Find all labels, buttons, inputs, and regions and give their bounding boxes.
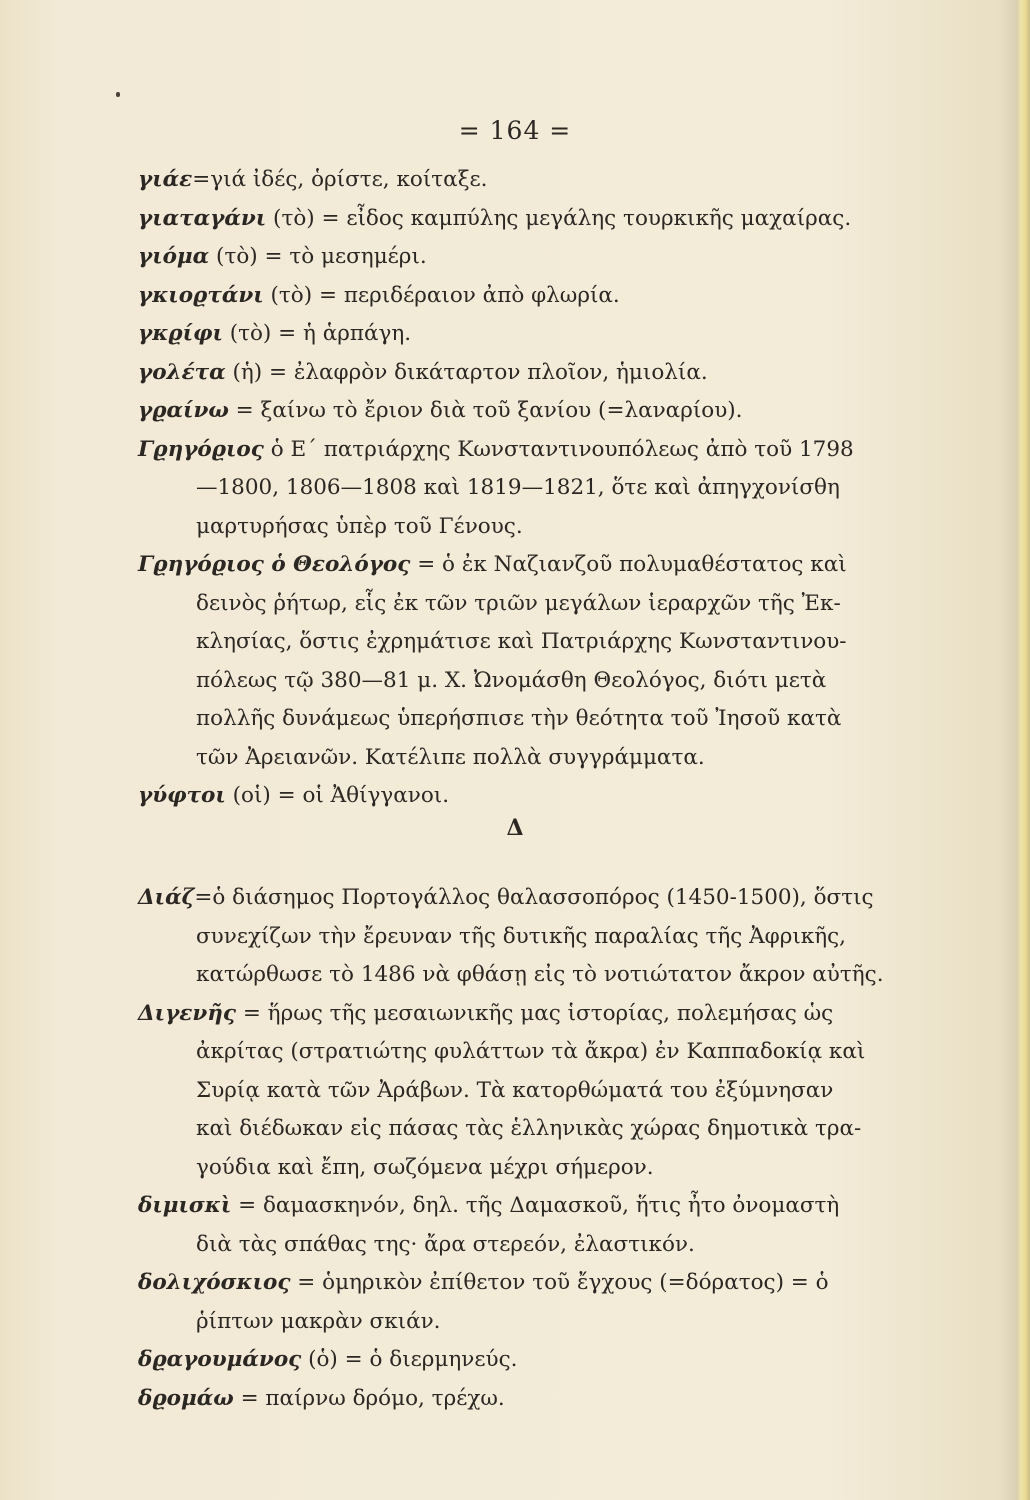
entry-headword: δολιχόσκιος [138,1270,291,1295]
entry-text: =ὁ διάσημος Πορτογάλλος θαλασσοπόρος (1450-1500), ὅστις [194,885,874,910]
entry-headword: γύφτοι [138,783,226,808]
dictionary-line [138,918,928,957]
entry-text: (τὸ) = περιδέραιον ἀπὸ φλωρία. [263,282,620,308]
dictionary-line [138,585,928,624]
entry-text: = ὁμηρικὸν ἐπίθετον τοῦ ἔγχους (=δόρατος) = ὁ [290,1270,829,1295]
entry-text: τῶν Ἀρειανῶν. Κατέλιπε πολλὰ συγγράμματα. [196,744,705,770]
entries-g-section [138,161,928,816]
entry-text: ὁ Ε΄ πατριάρχης Κωνσταντινουπόλεως ἀπὸ τοῦ 1798 [263,436,854,462]
dictionary-line [138,277,928,316]
entry-text: = ἥρως τῆς μεσαιωνικῆς μας ἱστορίας, πολεμήσας ὡς [236,1000,834,1026]
dictionary-line [138,662,928,701]
entry-headword: γολέτα [138,359,226,385]
dictionary-line [138,1264,928,1303]
entry-text: δεινὸς ῥήτωρ, εἷς ἐκ τῶν τριῶν μεγάλων ἱεραρχῶν τῆς Ἐκ- [196,590,841,616]
dictionary-line [138,1187,928,1226]
entry-text: = δαμασκηνόν, δηλ. τῆς Δαμασκοῦ, ἥτις ἦτο ὀνομαστὴ [231,1193,840,1218]
dictionary-line [138,431,928,470]
entry-text: Συρίᾳ κατὰ τῶν Ἀράβων. Τὰ κατορθώματά του ἐξύμνησαν [196,1077,834,1103]
dictionary-line [138,392,928,431]
dictionary-line [138,238,928,277]
entry-headword: γϱαίνω [138,398,229,423]
dictionary-line [138,508,928,547]
dictionary-line [138,995,928,1034]
entry-text: (οἱ) = οἱ Ἀθίγγανοι. [225,783,450,808]
page-edge [1016,0,1030,1500]
entry-headword: Διάζ [138,885,195,910]
dictionary-line [138,161,928,200]
entry-headword: γκιοϱτάνι [138,282,264,308]
dictionary-line [138,1303,928,1342]
entry-text: =γιά ἰδές, ὁρίστε, κοίταξε. [192,167,488,192]
entry-headword: δϱαγουμάνος [138,1347,302,1372]
entry-text: κατώρθωσε τὸ 1486 νὰ φθάσῃ εἰς τὸ νοτιώτατον ἄκρον αὐτῆς. [196,962,884,987]
entry-text: (ἡ) = ἐλαφρὸν δικάταρτον πλοῖον, ἡμιολία. [225,359,708,385]
entry-text: = παίρνω δρόμο, τρέχω. [233,1385,505,1411]
entry-text: (τὸ) = εἶδος καμπύλης μεγάλης τουρκικῆς μαχαίρας. [266,205,852,231]
letter-heading: Δ [506,815,524,841]
entry-text: κλησίας, ὅστις ἐχρημάτισε καὶ Πατριάρχης Κωνσταντινου- [196,629,847,654]
entry-text: ῥίπτων μακρὰν σκιάν. [196,1308,441,1334]
entry-headword: γιόμα [138,244,210,269]
entry-text: = ὁ ἐκ Ναζιανζοῦ πολυμαθέστατος καὶ [410,552,847,577]
entry-headword: γιάε [138,167,193,192]
entry-text: (τὸ) = τὸ μεσημέρι. [209,244,427,269]
dictionary-line [138,623,928,662]
dictionary-line [138,1226,928,1265]
dictionary-line [138,700,928,739]
dictionary-line [138,1380,928,1419]
dictionary-line [138,879,928,918]
entries-d-section [138,879,928,1418]
ink-mark [116,92,120,97]
page-number: = 164 = [458,116,572,145]
entry-headword: γιαταγάνι [138,205,267,231]
dictionary-line [138,1072,928,1111]
entry-text: γούδια καὶ ἔπη, σωζόμενα μέχρι σήμερον. [196,1154,654,1180]
dictionary-line [138,1033,928,1072]
dictionary-line [138,1110,928,1149]
entry-headword: Γϱηγόϱιος [138,436,264,462]
entry-headword: γκϱίφι [138,321,223,346]
dictionary-line [138,739,928,778]
dictionary-line [138,1341,928,1380]
dictionary-line [138,469,928,508]
entry-headword: δϱομάω [138,1385,234,1411]
entry-text: πόλεως τῷ 380—81 μ. Χ. Ὠνομάσθη Θεολόγος, διότι μετὰ [196,667,827,693]
entry-headword: Γϱηγόϱιος ὁ Θεολόγος [138,552,411,577]
entry-text: μαρτυρήσας ὑπὲρ τοῦ Γένους. [196,513,523,539]
entry-headword: διμισκὶ [138,1193,232,1218]
dictionary-line [138,354,928,393]
entry-text: —1800, 1806—1808 καὶ 1819—1821, ὅτε καὶ ἀπηγχονίσθη [196,475,840,500]
entry-text: συνεχίζων τὴν ἔρευναν τῆς δυτικῆς παραλίας τῆς Ἀφρικῆς, [196,923,846,949]
entry-text: = ξαίνω τὸ ἔριον διὰ τοῦ ξανίου (=λαναρίου). [228,398,743,423]
dictionary-line [138,1149,928,1188]
entry-headword: Διγενῆς [138,1000,236,1026]
dictionary-line [138,315,928,354]
dictionary-line [138,546,928,585]
entry-text: πολλῆς δυνάμεως ὑπερήσπισε τὴν θεότητα τοῦ Ἰησοῦ κατὰ [196,706,842,731]
dictionary-line [138,956,928,995]
dictionary-line [138,200,928,239]
entry-text: ἀκρίτας (στρατιώτης φυλάττων τὰ ἄκρα) ἐν Καππαδοκίᾳ καὶ [196,1039,866,1064]
entry-text: (τὸ) = ἡ ἁρπάγη. [222,321,412,346]
entry-text: καὶ διέδωκαν εἰς πάσας τὰς ἑλληνικὰς χώρας δημοτικὰ τρα- [196,1116,862,1141]
entry-text: διὰ τὰς σπάθας της· ἄρα στερεόν, ἐλαστικόν. [196,1231,695,1257]
entry-text: (ὁ) = ὁ διερμηνεύς. [301,1347,518,1372]
dictionary-line [138,777,928,816]
